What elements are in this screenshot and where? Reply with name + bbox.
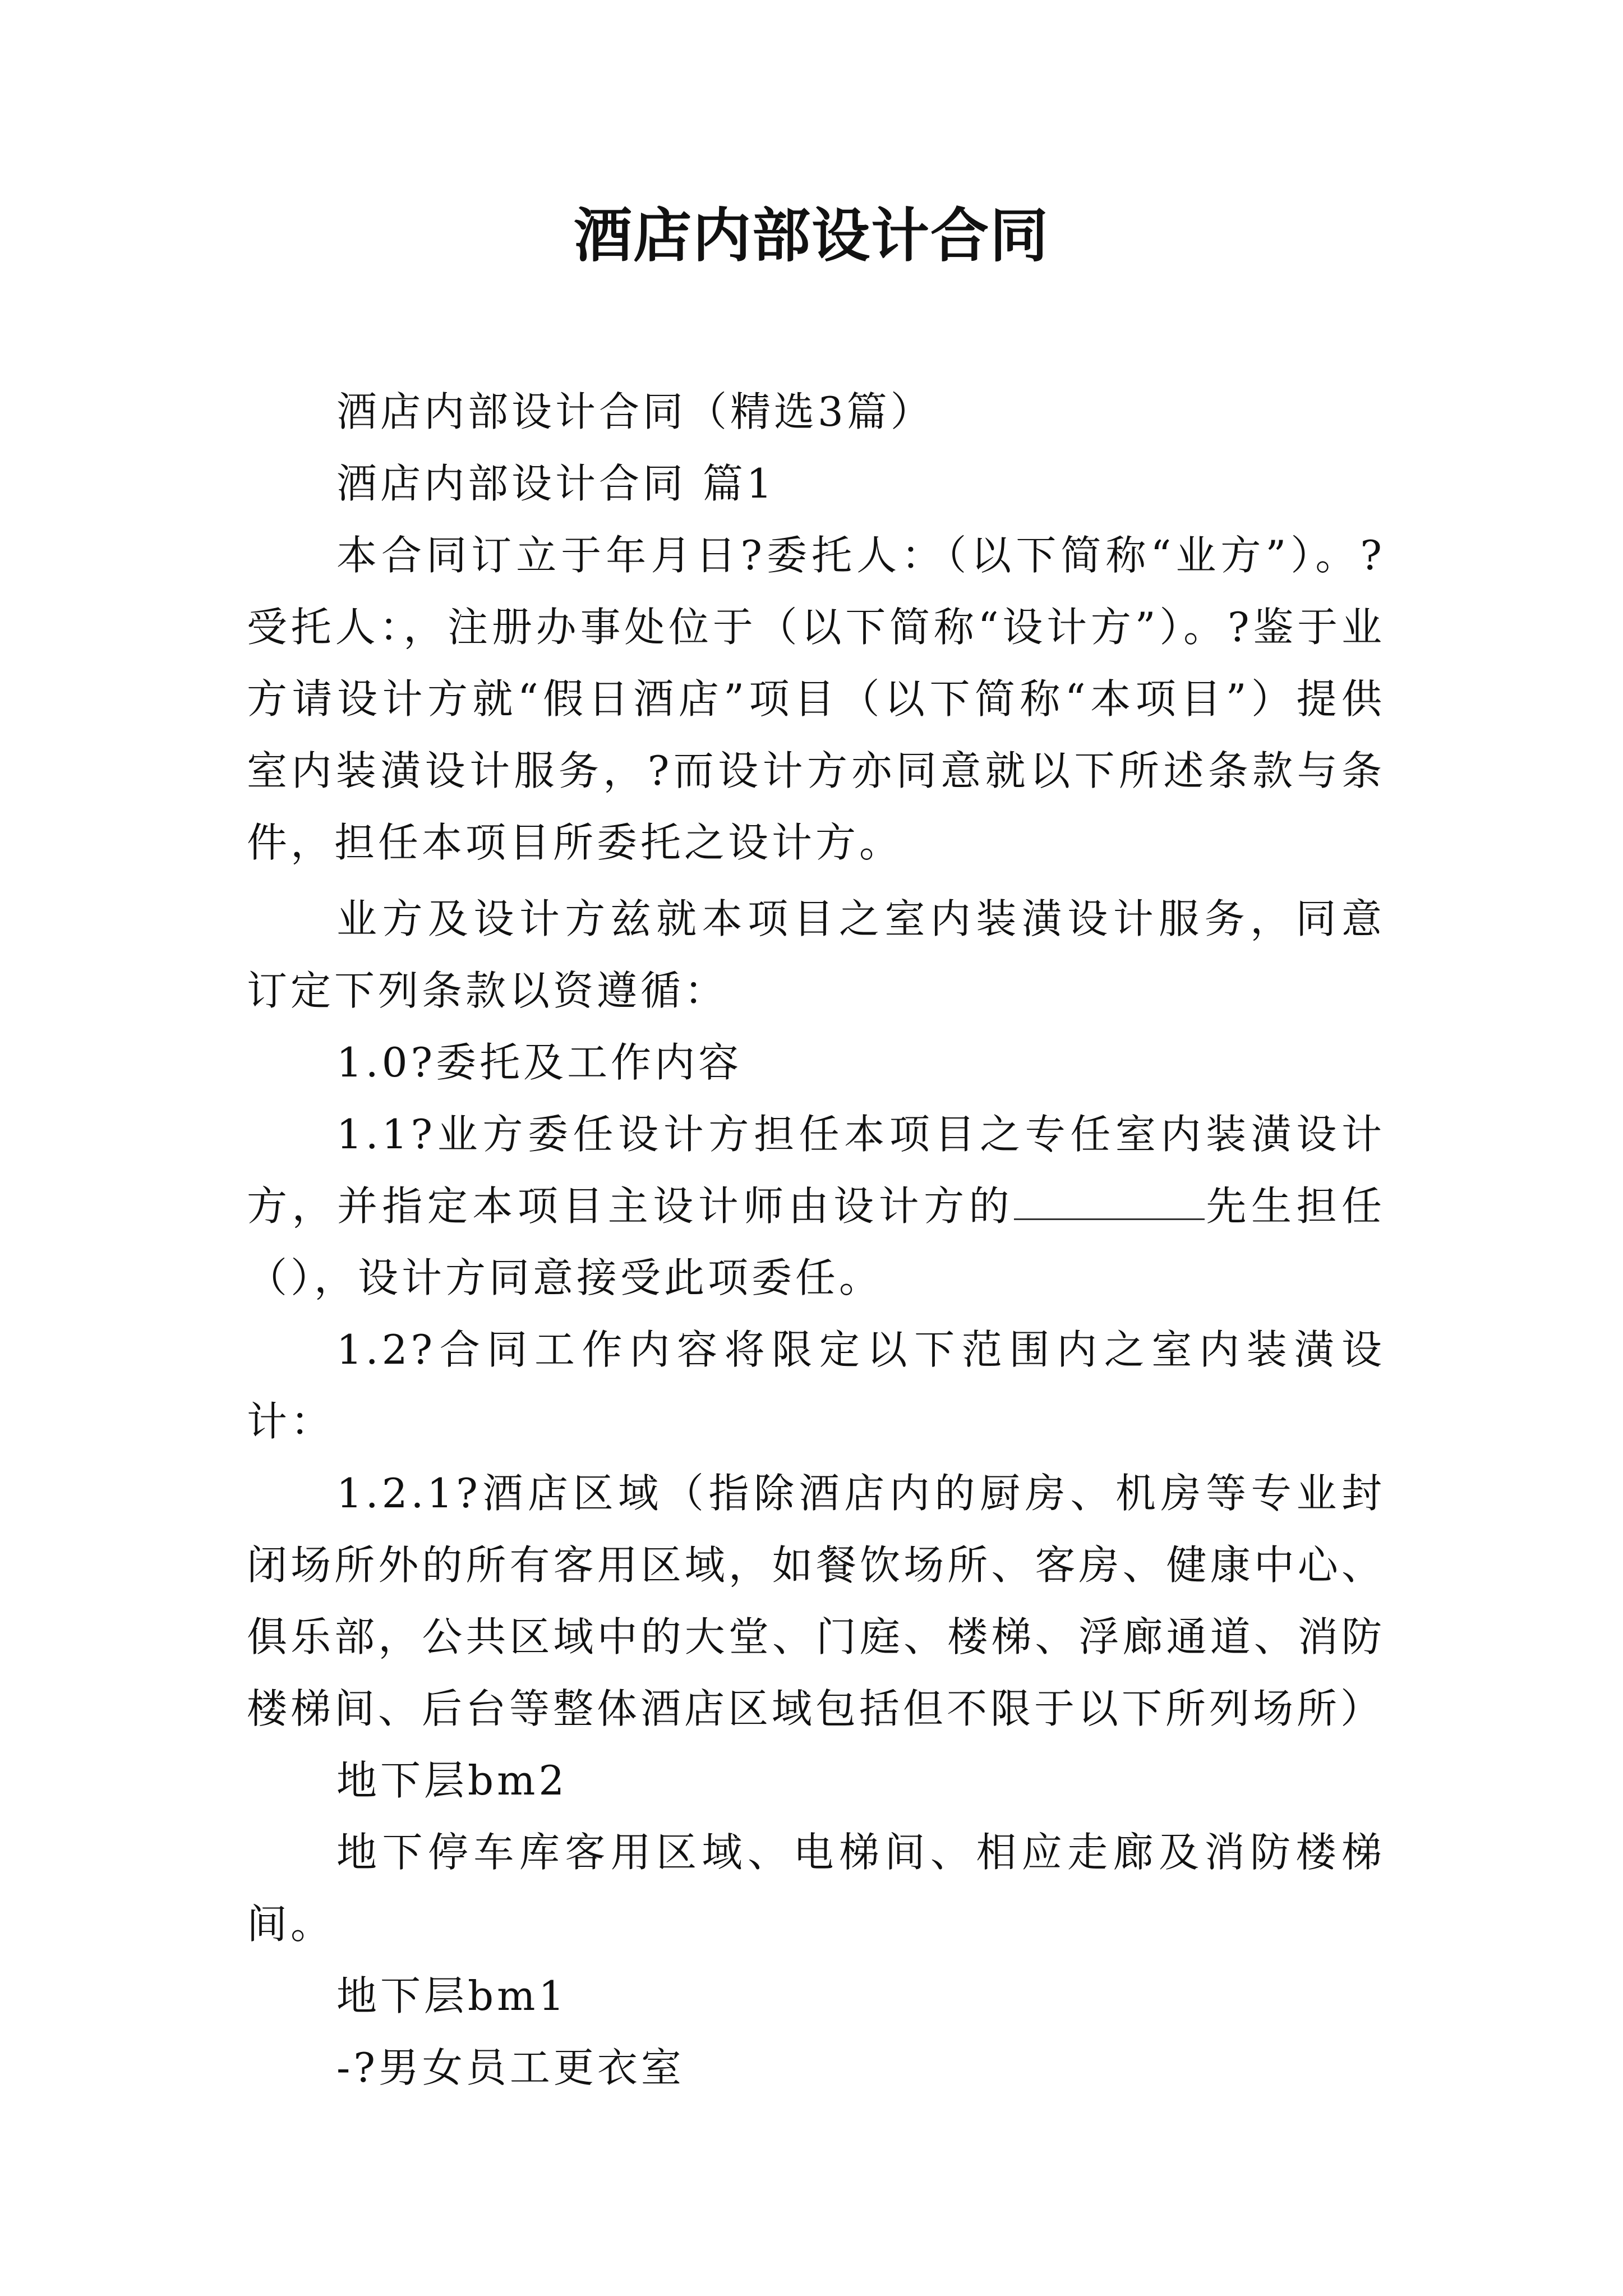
paragraph-section-1-1 xyxy=(247,1098,1385,1314)
document-subtitle: 酒店内部设计合同（精选3篇） xyxy=(336,388,934,435)
paragraph-basement-bm1: 地下层bm1 xyxy=(336,1972,568,2019)
paragraph-basement-bm2: 地下层bm2 xyxy=(336,1757,568,1804)
section-1-1-text-after: 先生担任（），设计方同意接受此项委任。 xyxy=(247,1182,1385,1301)
document-body xyxy=(247,376,1385,2104)
paragraph-section-1-2: 1.2?合同工作内容将限定以下范围内之室内装潢设计： xyxy=(247,1326,1385,1445)
designer-name-blank xyxy=(1014,1185,1205,1220)
section-heading: 酒店内部设计合同 篇1 xyxy=(336,460,776,507)
paragraph-contract-parties: 本合同订立于年月日?委托人：（以下简称“业方”）。?受托人：，注册办事处位于（以下简称“设计方”）。?鉴于业方请设计方就“假日酒店”项目（以下简称“本项目”）提供室内装潢设计服务，?而设计方亦同意就以下所述条款与条件，担任本项目所委托之设计方。 xyxy=(247,532,1385,866)
section-1-1-text-before: 1.1?业方委任设计方担任本项目之专任室内装潢设计方，并指定本项目主设计师由设计方的 xyxy=(247,1111,1385,1230)
paragraph-section-1-2-1: 1.2.1?酒店区域（指除酒店内的厨房、机房等专业封闭场所外的所有客用区域，如餐饮场所、客房、健康中心、俱乐部，公共区域中的大堂、门庭、楼梯、浮廊通道、消防楼梯间、后台等整体酒店区域包括但不限于以下所列场所） xyxy=(247,1470,1385,1732)
paragraph-bm2-areas: 地下停车库客用区域、电梯间、相应走廊及消防楼梯间。 xyxy=(247,1829,1385,1948)
paragraph-locker-rooms: -?男女员工更衣室 xyxy=(336,2044,685,2091)
paragraph-agreement-intro: 业方及设计方兹就本项目之室内装潢设计服务，同意订定下列条款以资遵循： xyxy=(247,895,1385,1014)
document-title: 酒店内部设计合同 xyxy=(573,201,1049,270)
paragraph-section-1-0: 1.0?委托及工作内容 xyxy=(336,1039,743,1086)
